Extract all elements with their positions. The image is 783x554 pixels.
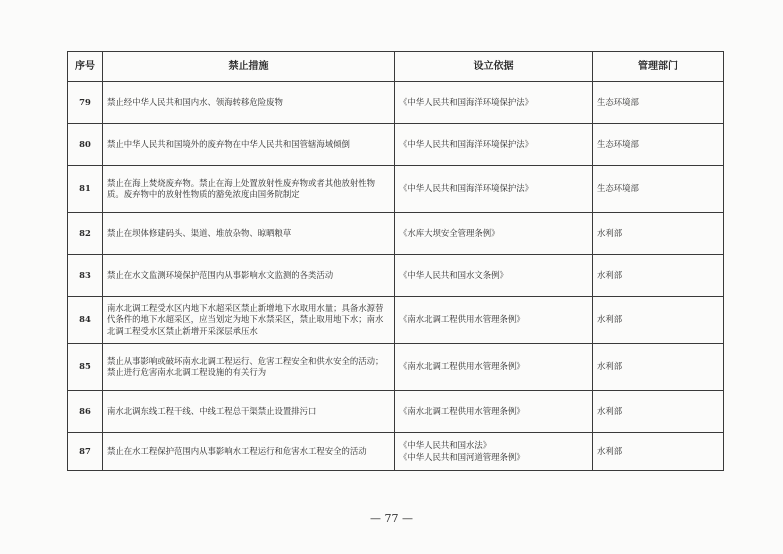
table-row [68, 255, 724, 297]
row-basis [395, 391, 593, 433]
row-measure: 禁止从事影响或破坏南水北调工程运行、危害工程安全和供水安全的活动；禁止进行危害南水北调工程设施的有关行为 [103, 344, 395, 391]
row-dept: 水利部 [593, 297, 724, 344]
row-measure: 禁止在水文监测环境保护范围内从事影响水文监测的各类活动 [103, 255, 395, 297]
row-number: 79 [68, 82, 103, 124]
header-basis: 设立依据 [395, 52, 593, 82]
row-number: 84 [68, 297, 103, 344]
row-basis [395, 433, 593, 471]
row-number: 82 [68, 213, 103, 255]
table-row [68, 166, 724, 213]
prohibited-measures-table [67, 51, 724, 471]
basis-law: 《中华人民共和国水法》 [399, 440, 492, 451]
header-no: 序号 [68, 52, 103, 82]
basis-law: 《中华人民共和国水文条例》 [399, 269, 508, 280]
row-number: 83 [68, 255, 103, 297]
row-measure: 禁止经中华人民共和国内水、领海转移危险废物 [103, 82, 395, 124]
row-measure: 禁止在坝体修建码头、渠道、堆放杂物、晾晒粮草 [103, 213, 395, 255]
basis-law: 《南水北调工程供用水管理条例》 [399, 314, 525, 325]
table-row [68, 213, 724, 255]
basis-law: 《中华人民共和国海洋环境保护法》 [399, 96, 533, 107]
row-basis [395, 344, 593, 391]
table-row [68, 433, 724, 471]
row-measure: 南水北调工程受水区内地下水超采区禁止新增地下水取用水量；具备水源替代条件的地下水超采区，应当划定为地下水禁采区，禁止取用地下水；南水北调工程受水区禁止新增开采深层承压水 [103, 297, 395, 344]
row-dept: 生态环境部 [593, 82, 724, 124]
header-measure: 禁止措施 [103, 52, 395, 82]
row-number: 85 [68, 344, 103, 391]
basis-law: 《中华人民共和国河道管理条例》 [399, 451, 525, 462]
table-row [68, 297, 724, 344]
header-dept: 管理部门 [593, 52, 724, 82]
table-body [68, 82, 724, 471]
basis-law: 《南水北调工程供用水管理条例》 [399, 405, 525, 416]
row-dept: 生态环境部 [593, 166, 724, 213]
row-basis [395, 82, 593, 124]
row-number: 81 [68, 166, 103, 213]
row-measure: 禁止中华人民共和国境外的废弃物在中华人民共和国管辖海域倾倒 [103, 124, 395, 166]
basis-law: 《南水北调工程供用水管理条例》 [399, 361, 525, 372]
table-row [68, 391, 724, 433]
row-number: 86 [68, 391, 103, 433]
table-row [68, 82, 724, 124]
row-number: 87 [68, 433, 103, 471]
row-basis [395, 297, 593, 344]
row-number: 80 [68, 124, 103, 166]
row-basis [395, 255, 593, 297]
table-header-row [68, 52, 724, 82]
row-dept: 生态环境部 [593, 124, 724, 166]
row-basis [395, 124, 593, 166]
basis-law: 《水库大坝安全管理条例》 [399, 227, 500, 238]
row-dept: 水利部 [593, 344, 724, 391]
page-number: — 77 — [370, 512, 413, 525]
table-row [68, 124, 724, 166]
basis-law: 《中华人民共和国海洋环境保护法》 [399, 138, 533, 149]
basis-law: 《中华人民共和国海洋环境保护法》 [399, 183, 533, 194]
row-dept: 水利部 [593, 255, 724, 297]
row-basis [395, 166, 593, 213]
row-dept: 水利部 [593, 391, 724, 433]
row-basis [395, 213, 593, 255]
row-measure: 禁止在海上焚烧废弃物。禁止在海上处置放射性废弃物或者其他放射性物质。废弃物中的放射性物质的豁免浓度由国务院制定 [103, 166, 395, 213]
row-dept: 水利部 [593, 213, 724, 255]
table-row [68, 344, 724, 391]
row-measure: 南水北调东线工程干线、中线工程总干渠禁止设置排污口 [103, 391, 395, 433]
row-dept: 水利部 [593, 433, 724, 471]
row-measure: 禁止在水工程保护范围内从事影响水工程运行和危害水工程安全的活动 [103, 433, 395, 471]
